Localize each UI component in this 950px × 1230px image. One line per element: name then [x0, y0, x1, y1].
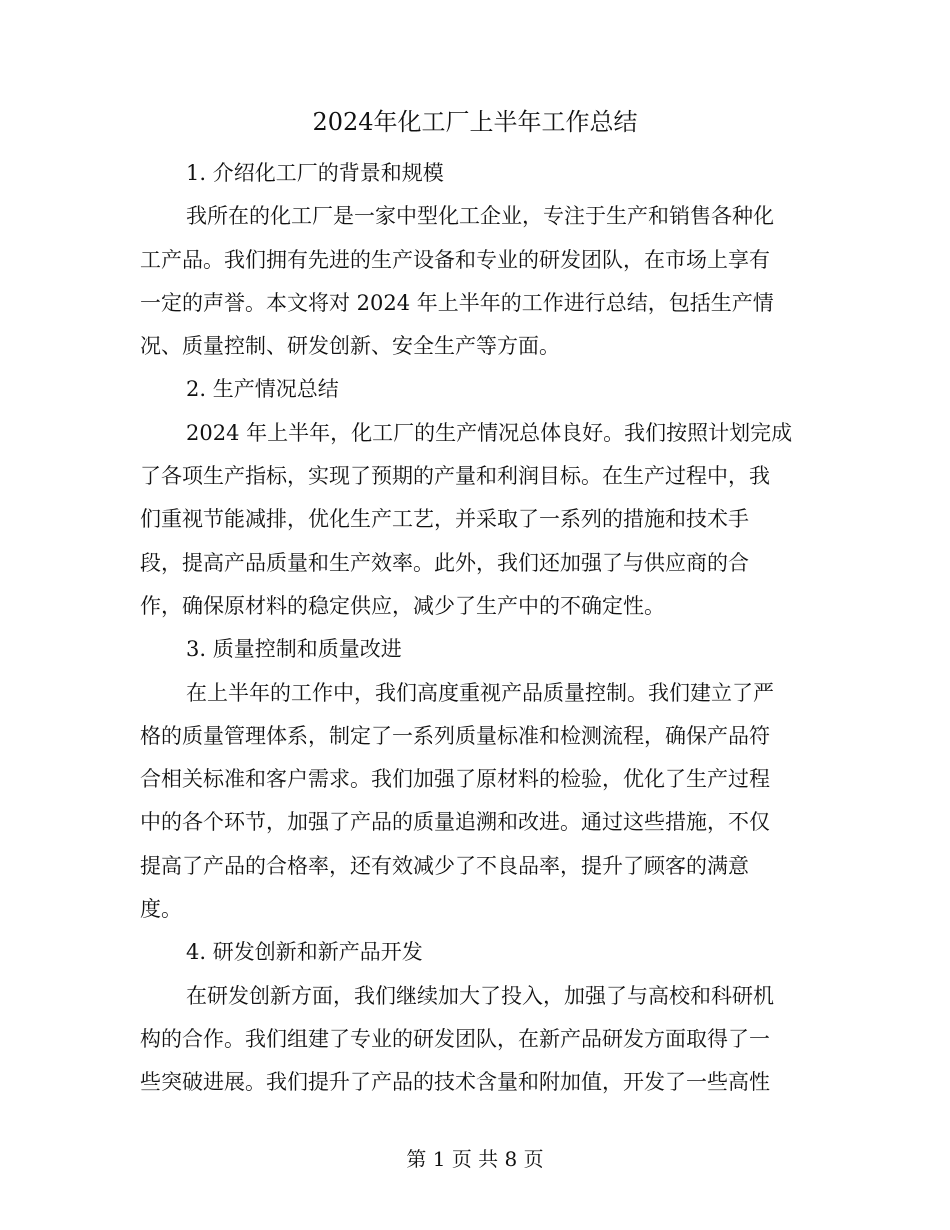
document-body [140, 152, 810, 1105]
body-line: 了各项生产指标，实现了预期的产量和利润目标。在生产过程中，我 [140, 464, 770, 489]
body-line: 作，确保原材料的稳定供应，减少了生产中的不确定性。 [140, 593, 665, 618]
page-footer: 第 1 页 共 8 页 [406, 1147, 544, 1171]
body-line: 4. 研发创新和新产品开发 [186, 940, 423, 965]
body-line: 构的合作。我们组建了专业的研发团队，在新产品研发方面取得了一 [140, 1026, 770, 1051]
body-line: 在上半年的工作中，我们高度重视产品质量控制。我们建立了严 [186, 680, 774, 705]
body-line: 2024 年上半年，化工厂的生产情况总体良好。我们按照计划完成 [186, 420, 793, 445]
body-line: 提高了产品的合格率，还有效减少了不良品率，提升了顾客的满意 [140, 853, 749, 878]
body-line: 们重视节能减排，优化生产工艺，并采取了一系列的措施和技术手 [140, 507, 749, 532]
body-line: 合相关标准和客户需求。我们加强了原材料的检验，优化了生产过程 [140, 767, 770, 792]
body-line: 2. 生产情况总结 [186, 377, 339, 402]
body-line: 中的各个环节，加强了产品的质量追溯和改进。通过这些措施，不仅 [140, 810, 770, 835]
body-line: 况、质量控制、研发创新、安全生产等方面。 [140, 334, 560, 359]
body-line: 一定的声誉。本文将对 2024 年上半年的工作进行总结，包括生产情 [140, 290, 774, 315]
body-line: 1. 介绍化工厂的背景和规模 [186, 161, 444, 185]
body-line: 段，提高产品质量和生产效率。此外，我们还加强了与供应商的合 [140, 550, 749, 575]
body-line: 我所在的化工厂是一家中型化工企业，专注于生产和销售各种化 [186, 204, 774, 229]
body-line: 些突破进展。我们提升了产品的技术含量和附加值，开发了一些高性 [140, 1070, 770, 1095]
body-line: 格的质量管理体系，制定了一系列质量标准和检测流程，确保产品符 [140, 723, 770, 748]
body-line: 度。 [140, 897, 182, 922]
document-title: 2024年化工厂上半年工作总结 [312, 108, 638, 136]
body-line: 3. 质量控制和质量改进 [186, 637, 402, 662]
body-line: 在研发创新方面，我们继续加大了投入，加强了与高校和科研机 [186, 983, 774, 1008]
body-line: 工产品。我们拥有先进的生产设备和专业的研发团队，在市场上享有 [140, 247, 770, 272]
